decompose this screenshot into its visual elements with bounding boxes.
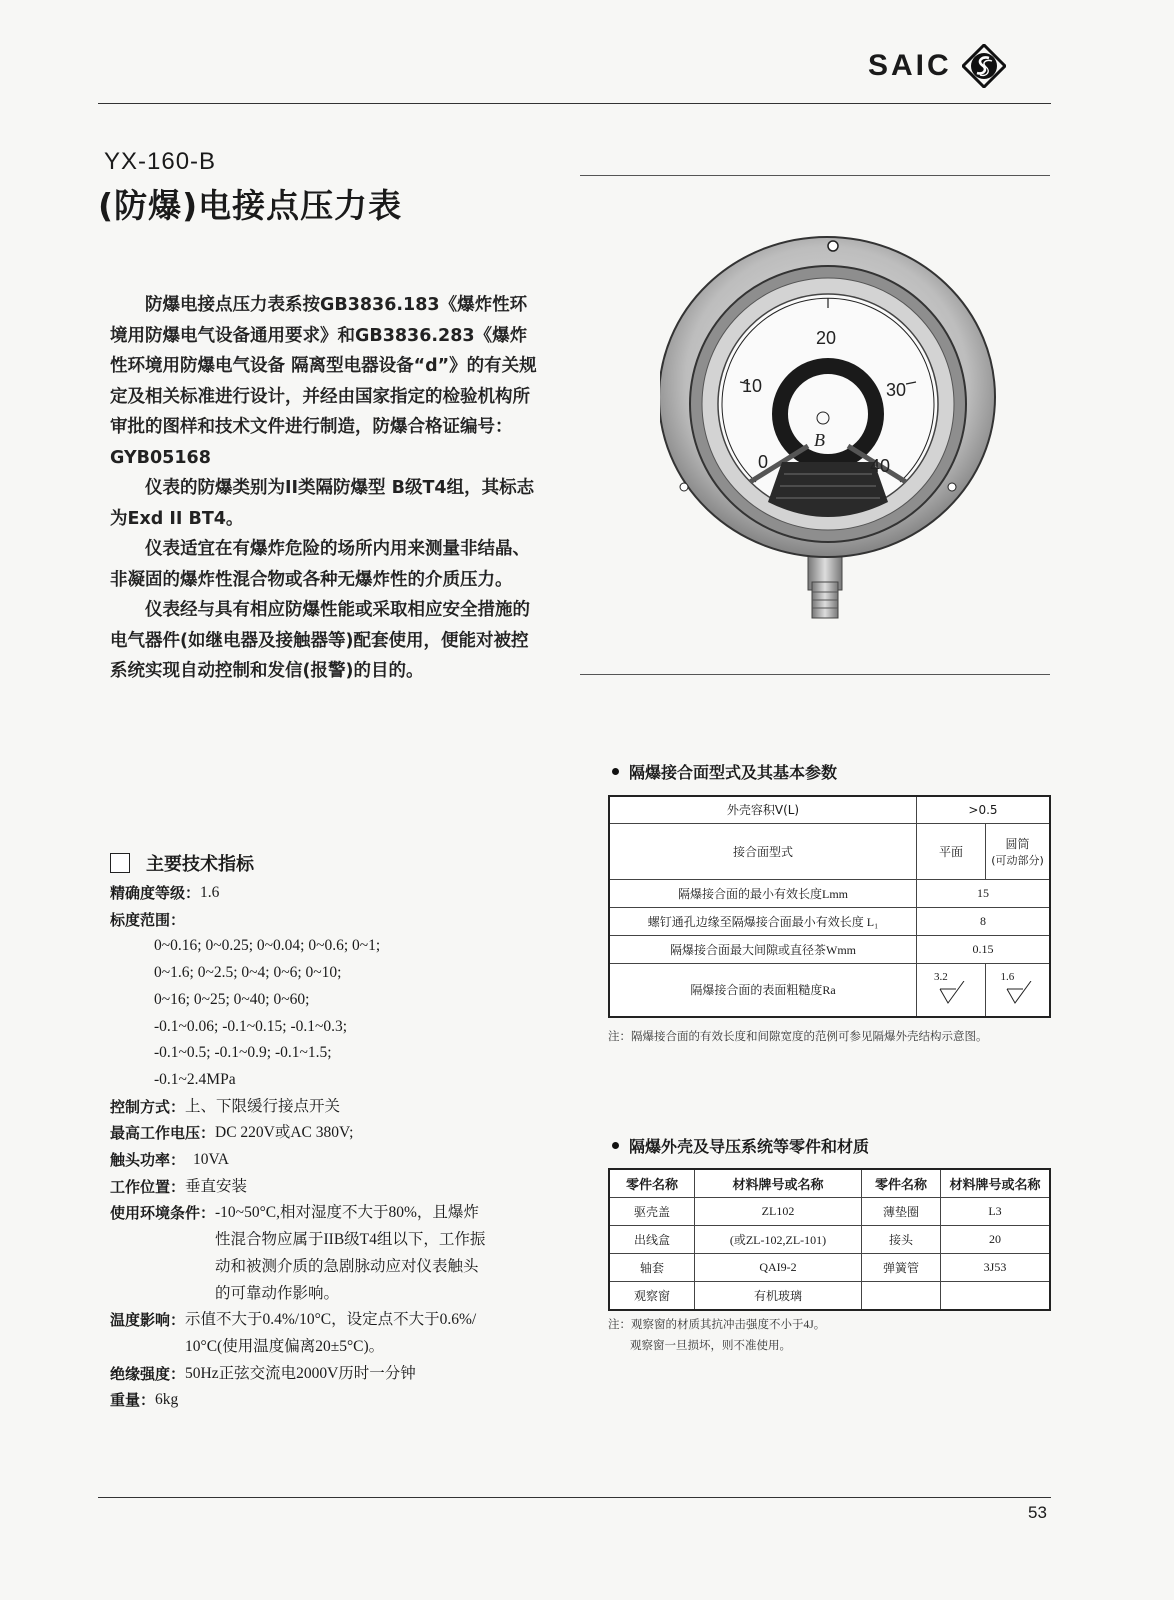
- table1-title: 隔爆接合面型式及其基本参数: [629, 763, 838, 782]
- page-title: (防爆)电接点压力表: [98, 186, 403, 225]
- spec-list: [110, 880, 560, 1414]
- column-header: 零件名称: [609, 1169, 695, 1198]
- model-number: YX-160-B: [104, 148, 217, 175]
- range-line: -0.1~0.06; -0.1~0.15; -0.1~0.3;: [154, 1017, 348, 1035]
- table-cell: 出线盒: [609, 1226, 695, 1254]
- table-row: [609, 879, 1050, 907]
- table-row: [609, 1254, 1050, 1282]
- table-cell: 隔爆接合面最大间隙或直径茶Wmm: [609, 935, 917, 963]
- table-row: [609, 823, 1050, 879]
- table-row: [609, 796, 1050, 823]
- table-cell: 20: [941, 1226, 1051, 1254]
- table2-heading: [612, 1134, 869, 1157]
- table2-note: 注：观察窗的材质其抗冲击强度不小于4J。: [608, 1319, 826, 1331]
- gauge-tick-label: 20: [816, 328, 837, 348]
- range-line: -0.1~0.5; -0.1~0.9; -0.1~1.5;: [154, 1044, 332, 1062]
- spec-insulation: [110, 1361, 560, 1388]
- roughness-symbol: [1000, 970, 1033, 1005]
- intro-text: [110, 290, 540, 687]
- gauge-tick-label: 40: [870, 456, 891, 476]
- spec-value: 的可靠动作影响。: [215, 1284, 340, 1302]
- spec-label: 触头功率：: [110, 1151, 186, 1170]
- column-header: 材料牌号或名称: [941, 1169, 1051, 1198]
- table-row: [609, 935, 1050, 963]
- table-cell: QAI9-2: [695, 1254, 862, 1282]
- table-cell: 驱壳盖: [609, 1198, 695, 1226]
- intro-paragraph: 仪表适宜在有爆炸危险的场所内用来测量非结晶、非凝固的爆炸性混合物或各种无爆炸性的介质压力。: [110, 539, 530, 590]
- spec-temperature: [110, 1307, 560, 1360]
- spec-value-block: [185, 1307, 476, 1360]
- spec-value: 上、下限缓行接点开关: [185, 1097, 341, 1115]
- column-header: 材料牌号或名称: [695, 1169, 862, 1198]
- table-cell: [862, 1282, 941, 1311]
- gauge-tick-label: 30: [886, 380, 907, 400]
- page-number: 53: [1028, 1503, 1047, 1522]
- table-cell: [986, 823, 1051, 879]
- table-cell: ZL102: [695, 1198, 862, 1226]
- table-cell: 轴套: [609, 1254, 695, 1282]
- table-cell: 弹簧管: [862, 1254, 941, 1282]
- table1-heading: [612, 760, 837, 783]
- table1-note: 注：隔爆接合面的有效长度和间隙宽度的范例可参见隔爆外壳结构示意图。: [608, 1031, 988, 1043]
- spec-label: 标度范围：: [110, 910, 186, 929]
- roughness-icon: [1003, 981, 1033, 1005]
- table-cell: 平面: [917, 823, 986, 879]
- table2-title: 隔爆外壳及导压系统等零件和材质: [629, 1137, 870, 1156]
- cell-line: 圆筒: [1005, 836, 1030, 851]
- table-header-row: [609, 1169, 1050, 1198]
- parts-materials-table: [608, 1168, 1051, 1311]
- bullet-icon: [612, 768, 619, 775]
- divider: [580, 674, 1050, 675]
- range-line: 0~0.16; 0~0.25; 0~0.04; 0~0.6; 0~1;: [154, 937, 381, 955]
- spec-value: 示值不大于0.4%/10°C，设定点不大于0.6%/: [185, 1311, 477, 1329]
- roughness-value: 3.2: [934, 970, 948, 983]
- saic-logo: [868, 44, 1006, 88]
- table-cell: 观察窗: [609, 1282, 695, 1311]
- gauge-brand-mark: B: [814, 430, 825, 450]
- table-cell: >0.5: [917, 796, 1051, 823]
- table-cell: 隔爆接合面的表面粗糙度Ra: [609, 963, 917, 1017]
- table-row: [609, 1198, 1050, 1226]
- spec-value: DC 220V或AC 380V;: [215, 1124, 354, 1142]
- brand-name: SAIC: [868, 49, 952, 82]
- roughness-icon: [936, 981, 966, 1005]
- intro-paragraph: 防爆电接点压力表系按GB3836.183《爆炸性环境用防爆电气设备通用要求》和GB3836.283《爆炸性环境用防爆电气设备 隔离型电器设备“d”》的有关规定及相关标准进行设计，并经由国家指定的检验机构所审批的图样和技术文件进行制造，防爆合格证编号：GYB05168: [110, 295, 537, 468]
- table-row: [609, 1282, 1050, 1311]
- divider: [580, 175, 1050, 176]
- spec-environment: [110, 1200, 560, 1307]
- spec-value: 性混合物应属于IIB级T4组以下，工作振: [215, 1231, 486, 1249]
- table-cell: [917, 963, 986, 1017]
- bullet-icon: [612, 1142, 619, 1149]
- table2-note: 观察窗一旦损坏，则不准使用。: [630, 1340, 791, 1352]
- table-row: [609, 1226, 1050, 1254]
- table-cell: 有机玻璃: [695, 1282, 862, 1311]
- spec-label: 使用环境条件：: [110, 1204, 216, 1223]
- cell-line: (可动部分): [991, 853, 1044, 867]
- table-cell: 3J53: [941, 1254, 1051, 1282]
- spec-value: 1.6: [200, 884, 220, 901]
- saic-emblem-icon: [962, 44, 1006, 88]
- spec-position: [110, 1174, 560, 1201]
- table-cell: 0.15: [917, 935, 1051, 963]
- table-cell: (或ZL-102,ZL-101): [695, 1226, 862, 1254]
- range-line: -0.1~2.4MPa: [154, 1070, 236, 1088]
- table-cell: 接合面型式: [609, 823, 917, 879]
- spec-accuracy: [110, 880, 560, 907]
- intro-paragraph: 仪表的防爆类别为II类隔防爆型 B级T4组，其标志为Exd II BT4。: [110, 478, 535, 529]
- spec-control: [110, 1094, 560, 1121]
- spec-voltage: [110, 1120, 560, 1147]
- table-cell: 8: [917, 907, 1051, 935]
- checkbox-icon: [110, 853, 130, 873]
- spec-section-header: [110, 850, 254, 876]
- joint-parameters-table: [608, 795, 1051, 1018]
- range-line: 0~1.6; 0~2.5; 0~4; 0~6; 0~10;: [154, 964, 342, 982]
- spec-value: 6kg: [155, 1391, 179, 1409]
- table-cell: 薄垫圈: [862, 1198, 941, 1226]
- table-cell: 接头: [862, 1226, 941, 1254]
- header-rule: [98, 103, 1051, 104]
- spec-value: 10°C(使用温度偏离20±5°C)。: [185, 1337, 385, 1355]
- table-row: [609, 963, 1050, 1017]
- table-cell: 隔爆接合面的最小有效长度Lmm: [609, 879, 917, 907]
- roughness-symbol: [936, 971, 966, 1005]
- spec-value: 10VA: [193, 1151, 229, 1169]
- table-cell: 螺钉通孔边缘至隔爆接合面最小有效长度 L₁: [609, 907, 917, 935]
- range-line: 0~16; 0~25; 0~40; 0~60;: [154, 990, 310, 1008]
- spec-value: 动和被测介质的急剧脉动应对仪表触头: [215, 1257, 479, 1275]
- column-header: 零件名称: [862, 1169, 941, 1198]
- spec-power: [110, 1147, 560, 1174]
- gauge-tick-label: 10: [742, 376, 763, 396]
- footer-rule: [98, 1497, 1051, 1498]
- table-cell: 外壳容积V(L): [609, 796, 917, 823]
- spec-value: 垂直安装: [185, 1177, 248, 1195]
- spec-range: [110, 907, 560, 934]
- pressure-gauge-illustration: [660, 232, 1000, 624]
- spec-label: 工作位置：: [110, 1177, 186, 1196]
- spec-label: 控制方式：: [110, 1097, 186, 1116]
- table-cell: L3: [941, 1198, 1051, 1226]
- spec-weight: [110, 1387, 560, 1414]
- spec-section-title: 主要技术指标: [146, 854, 254, 875]
- spec-label: 绝缘强度：: [110, 1364, 186, 1383]
- spec-label: 重量：: [110, 1391, 156, 1410]
- roughness-value: 1.6: [1000, 970, 1015, 983]
- table-cell: [941, 1282, 1051, 1311]
- table-cell: [986, 963, 1051, 1017]
- table-row: [609, 907, 1050, 935]
- spec-label: 最高工作电压：: [110, 1124, 216, 1143]
- spec-value: 50Hz正弦交流电2000V历时一分钟: [185, 1364, 416, 1382]
- spec-value-block: [215, 1200, 485, 1307]
- gauge-tick-label: 0: [758, 452, 769, 472]
- spec-label: 温度影响：: [110, 1311, 186, 1330]
- spec-label: 精确度等级：: [110, 884, 201, 902]
- intro-paragraph: 仪表经与具有相应防爆性能或采取相应安全措施的电气器件(如继电器及接触器等)配套使用，便能对被控系统实现自动控制和发信(报警)的目的。: [110, 600, 530, 681]
- spec-value: -10~50°C,相对湿度不大于80%，且爆炸: [215, 1204, 479, 1222]
- table-cell: 15: [917, 879, 1051, 907]
